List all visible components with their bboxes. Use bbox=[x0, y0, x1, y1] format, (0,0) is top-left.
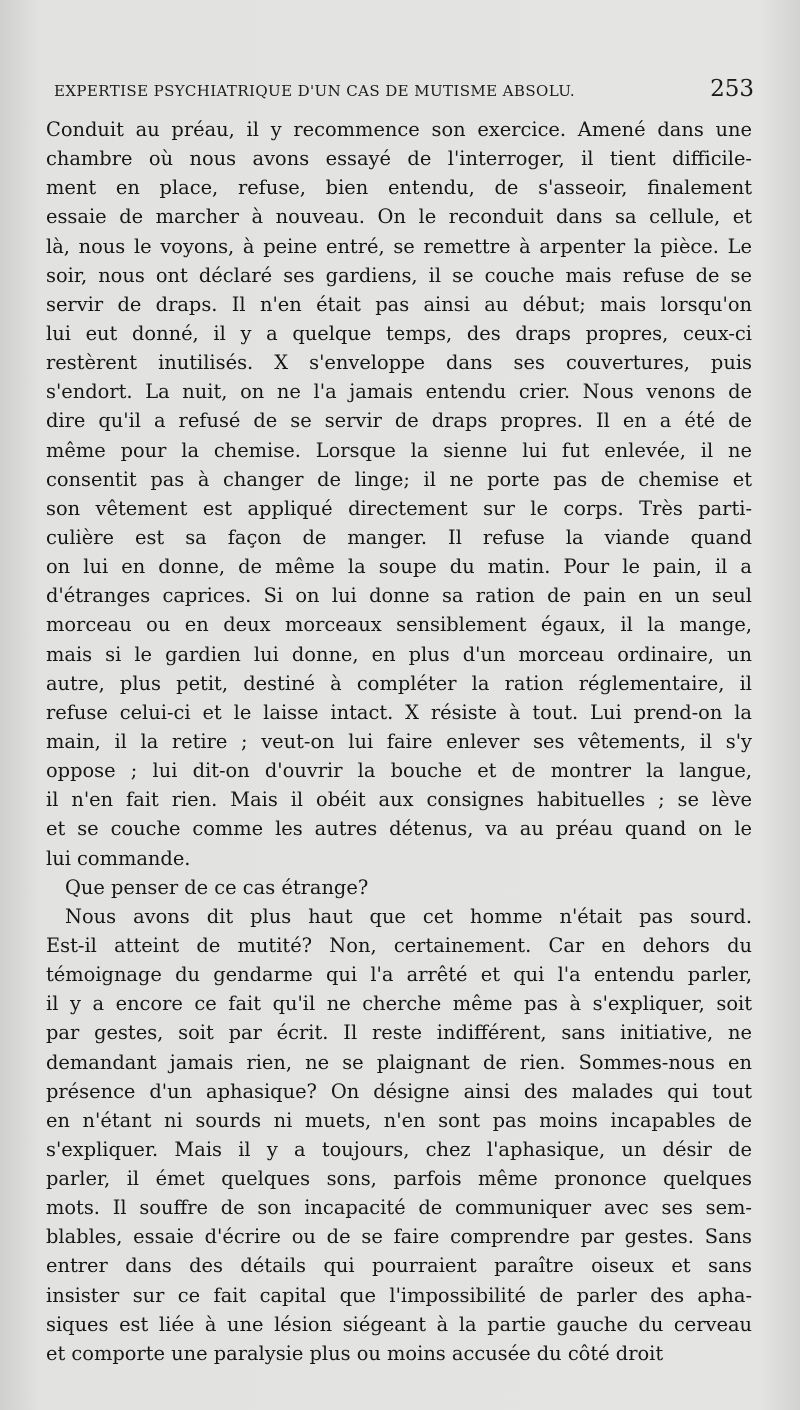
text-line: lui commande. bbox=[46, 846, 191, 870]
text-line: refuse celui-ci et le laisse intact. X résiste à tout. Lui prend-on la bbox=[46, 700, 752, 724]
text-line: blables, essaie d'écrire ou de se faire comprendre par gestes. Sans bbox=[46, 1225, 752, 1249]
text-line: il y a encore ce fait qu'il ne cherche même pas à s'expliquer, soit bbox=[46, 992, 752, 1016]
body-text bbox=[46, 115, 752, 1368]
text-line: Est-il atteint de mutité? Non, certainement. Car en dehors du bbox=[46, 933, 752, 957]
text-line: en n'étant ni sourds ni muets, n'en sont pas moins incapables de bbox=[46, 1108, 752, 1132]
text-line: ment en place, refuse, bien entendu, de s'asseoir, finalement bbox=[46, 176, 752, 200]
text-line: chambre où nous avons essayé de l'interroger, il tient difficile- bbox=[46, 147, 752, 171]
text-line: s'endort. La nuit, on ne l'a jamais entendu crier. Nous venons de bbox=[46, 380, 752, 404]
text-line: Conduit au préau, il y recommence son exercice. Amené dans une bbox=[46, 118, 752, 141]
running-header bbox=[54, 76, 754, 106]
text-line: mais si le gardien lui donne, en plus d'un morceau ordinaire, un bbox=[46, 642, 752, 666]
text-line: même pour la chemise. Lorsque la sienne lui fut enlevée, il ne bbox=[46, 438, 752, 462]
text-line: présence d'un aphasique? On désigne ainsi des malades qui tout bbox=[46, 1079, 752, 1103]
text-line: là, nous le voyons, à peine entré, se remettre à arpenter la pièce. Le bbox=[46, 234, 752, 258]
text-line: par gestes, soit par écrit. Il reste indifférent, sans initiative, ne bbox=[46, 1021, 752, 1045]
text-line: dire qu'il a refusé de se servir de draps propres. Il en a été de bbox=[46, 409, 752, 433]
text-line: culière est sa façon de manger. Il refuse la viande quand bbox=[46, 525, 752, 549]
running-title: EXPERTISE PSYCHIATRIQUE D'UN CAS DE MUTISME ABSOLU. bbox=[54, 82, 576, 100]
text-line: et se couche comme les autres détenus, va au préau quand on le bbox=[46, 817, 752, 841]
text-line: parler, il émet quelques sons, parfois même prononce quelques bbox=[46, 1167, 752, 1191]
paragraph bbox=[46, 902, 752, 1368]
paragraph bbox=[46, 115, 752, 873]
text-line: mots. Il souffre de son incapacité de communiquer avec ses sem- bbox=[46, 1196, 752, 1220]
paragraph bbox=[46, 873, 752, 902]
text-line: insister sur ce fait capital que l'impossibilité de parler des apha- bbox=[46, 1283, 752, 1307]
text-line: entrer dans des détails qui pourraient paraître oiseux et sans bbox=[46, 1254, 752, 1278]
text-line: Que penser de ce cas étrange? bbox=[65, 875, 369, 899]
text-line: main, il la retire ; veut-on lui faire enlever ses vêtements, il s'y bbox=[46, 729, 752, 753]
text-line: consentit pas à changer de linge; il ne porte pas de chemise et bbox=[46, 467, 752, 491]
text-line: morceau ou en deux morceaux sensiblement égaux, il la mange, bbox=[46, 613, 752, 637]
text-line: lui eut donné, il y a quelque temps, des draps propres, ceux-ci bbox=[46, 321, 752, 345]
text-line: servir de draps. Il n'en était pas ainsi au début; mais lorsqu'on bbox=[46, 292, 752, 316]
text-line: autre, plus petit, destiné à compléter la ration réglementaire, il bbox=[46, 671, 752, 695]
text-line: on lui en donne, de même la soupe du matin. Pour le pain, il a bbox=[46, 555, 752, 579]
text-line: essaie de marcher à nouveau. On le reconduit dans sa cellule, et bbox=[46, 205, 752, 229]
text-line: témoignage du gendarme qui l'a arrêté et qui l'a entendu parler, bbox=[46, 963, 752, 987]
text-line: demandant jamais rien, ne se plaignant de rien. Sommes-nous en bbox=[46, 1050, 752, 1074]
page-number: 253 bbox=[710, 76, 754, 102]
text-line: soir, nous ont déclaré ses gardiens, il se couche mais refuse de se bbox=[46, 263, 752, 287]
text-line: Nous avons dit plus haut que cet homme n'était pas sourd. bbox=[65, 904, 752, 928]
text-line: il n'en fait rien. Mais il obéit aux consignes habituelles ; se lève bbox=[46, 788, 752, 812]
text-line: siques est liée à une lésion siégeant à la partie gauche du cerveau bbox=[46, 1312, 752, 1336]
text-line: oppose ; lui dit-on d'ouvrir la bouche et de montrer la langue, bbox=[46, 759, 752, 783]
text-line: son vêtement est appliqué directement sur le corps. Très parti- bbox=[46, 496, 752, 520]
text-line: d'étranges caprices. Si on lui donne sa ration de pain en un seul bbox=[46, 584, 752, 608]
text-line: restèrent inutilisés. X s'enveloppe dans ses couvertures, puis bbox=[46, 351, 752, 375]
text-line: s'expliquer. Mais il y a toujours, chez l'aphasique, un désir de bbox=[46, 1137, 752, 1161]
text-line: et comporte une paralysie plus ou moins accusée du côté droit bbox=[46, 1341, 664, 1365]
